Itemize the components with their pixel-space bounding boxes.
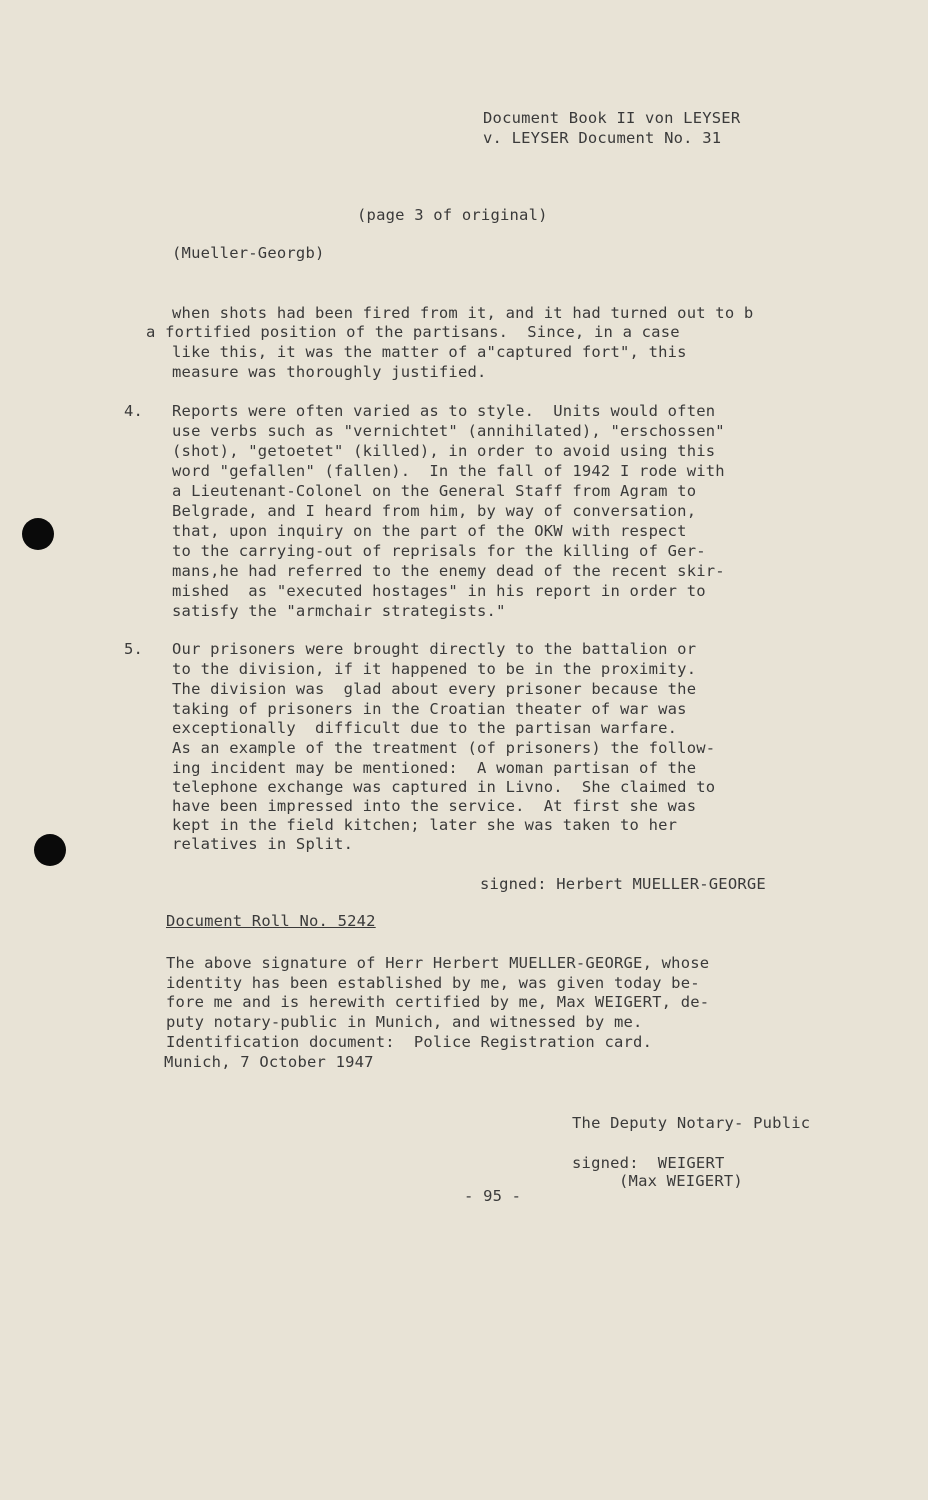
paragraph-5-line: taking of prisoners in the Croatian theater of war was <box>172 700 687 718</box>
paragraph-5-line: The division was glad about every prisoner because the <box>172 680 697 698</box>
notary-name: (Max WEIGERT) <box>619 1172 743 1190</box>
certification-date: Munich, 7 October 1947 <box>164 1053 374 1071</box>
certification-line: puty notary-public in Munich, and witnessed by me. <box>166 1013 643 1031</box>
paragraph-5-line: exceptionally difficult due to the partisan warfare. <box>172 719 678 737</box>
page-of-original: (page 3 of original) <box>357 206 548 224</box>
document-roll-number: Document Roll No. 5242 <box>166 912 376 930</box>
certification-line: identity has been established by me, was given today be- <box>166 974 700 992</box>
punch-hole-top <box>22 518 54 550</box>
paragraph-4-line: Reports were often varied as to style. Units would often <box>172 402 716 420</box>
header-line-1: Document Book II von LEYSER <box>483 109 741 127</box>
paragraph-4-line: a Lieutenant-Colonel on the General Staff from Agram to <box>172 482 697 500</box>
certification-line: Identification document: Police Registration card. <box>166 1033 653 1051</box>
continuation-line: when shots had been fired from it, and it had turned out to b <box>172 304 754 322</box>
paragraph-5-line: ing incident may be mentioned: A woman partisan of the <box>172 759 697 777</box>
paragraph-4-line: Belgrade, and I heard from him, by way of conversation, <box>172 502 697 520</box>
paragraph-5-line: kept in the field kitchen; later she was taken to her <box>172 816 678 834</box>
paragraph-4-line: mans,he had referred to the enemy dead of the recent skir- <box>172 562 725 580</box>
paragraph-4-number: 4. <box>124 402 144 420</box>
certification-line: The above signature of Herr Herbert MUELLER-GEORGE, whose <box>166 954 710 972</box>
notary-title: The Deputy Notary- Public <box>572 1114 811 1132</box>
paragraph-4-line: (shot), "getoetet" (killed), in order to avoid using this <box>172 442 716 460</box>
paragraph-5-line: relatives in Split. <box>172 835 354 853</box>
paragraph-5-line: Our prisoners were brought directly to the battalion or <box>172 640 697 658</box>
paragraph-5-line: telephone exchange was captured in Livno. She claimed to <box>172 778 716 796</box>
continuation-line: like this, it was the matter of a"captured fort", this <box>172 343 687 361</box>
continuation-line: a fortified position of the partisans. Since, in a case <box>146 323 680 341</box>
paragraph-5-line: As an example of the treatment (of prisoners) the follow- <box>172 739 716 757</box>
continuation-line: measure was thoroughly justified. <box>172 363 487 381</box>
paragraph-4-line: mished as "executed hostages" in his report in order to <box>172 582 706 600</box>
paragraph-5-line: have been impressed into the service. At first she was <box>172 797 697 815</box>
author-tag: (Mueller-Georgb) <box>172 244 325 262</box>
paragraph-4-line: use verbs such as "vernichtet" (annihilated), "erschossen" <box>172 422 725 440</box>
page-number: - 95 - <box>464 1187 522 1205</box>
paragraph-5-line: to the division, if it happened to be in the proximity. <box>172 660 697 678</box>
paragraph-4-line: that, upon inquiry on the part of the OKW with respect <box>172 522 687 540</box>
paragraph-4-line: satisfy the "armchair strategists." <box>172 602 506 620</box>
punch-hole-bottom <box>34 834 66 866</box>
paragraph-4-line: word "gefallen" (fallen). In the fall of 1942 I rode with <box>172 462 725 480</box>
certification-line: fore me and is herewith certified by me, Max WEIGERT, de- <box>166 993 710 1011</box>
signed-author: signed: Herbert MUELLER-GEORGE <box>480 875 766 893</box>
paragraph-5-number: 5. <box>124 640 144 658</box>
header-line-2: v. LEYSER Document No. 31 <box>483 129 722 147</box>
paragraph-4-line: to the carrying-out of reprisals for the killing of Ger- <box>172 542 706 560</box>
notary-signed: signed: WEIGERT <box>572 1154 725 1172</box>
